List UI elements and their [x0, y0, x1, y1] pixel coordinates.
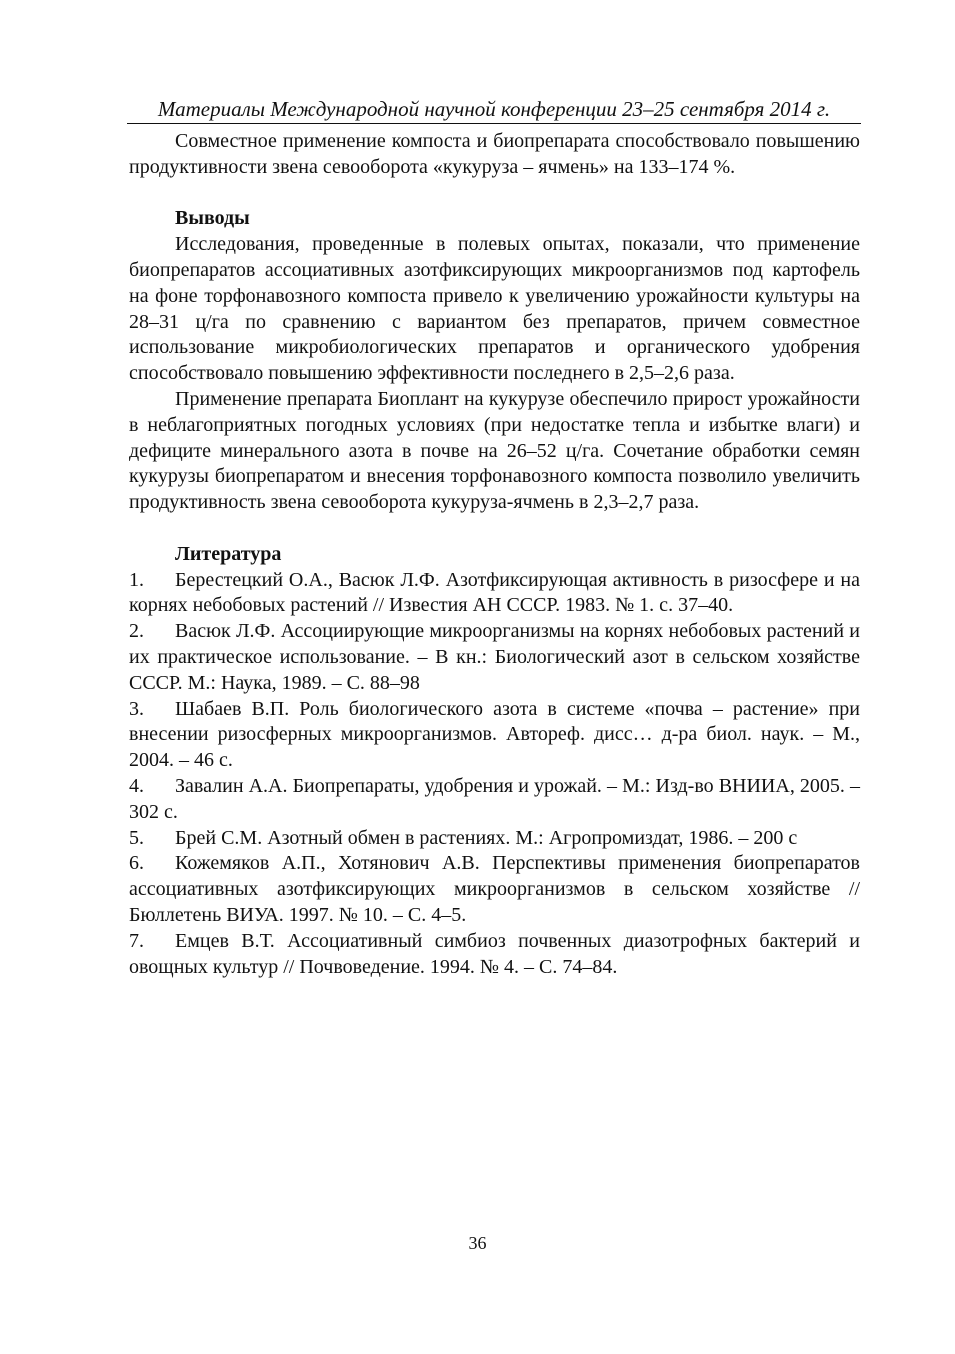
- reference-number: 1.: [129, 568, 144, 591]
- reference-item: [129, 851, 860, 928]
- reference-text: Завалин А.А. Биопрепараты, удобрения и урожай. – М.: Изд-во ВНИИА, 2005. – 302 с.: [129, 774, 860, 823]
- conclusions-paragraph-2: Применение препарата Биоплант на кукурузе обеспечило прирост урожайности в неблагоприятных погодных условиях (при недостатке тепла и избытке влаги) и дефиците минерального азота в почве на 26–52 ц/га. Сочетание обработки семян кукурузы биопрепаратом и внесения торфонавозного компоста позволило увеличить продуктивность звена севооборота кукуруза-ячмень в 2,3–2,7 раза.: [129, 387, 860, 514]
- section-heading-references: Литература: [175, 542, 282, 565]
- reference-item: [129, 826, 860, 852]
- reference-item: [129, 774, 860, 826]
- reference-number: 5.: [129, 826, 144, 849]
- reference-text: Емцев В.Т. Ассоциативный симбиоз почвенных диазотрофных бактерий и овощных культур // Почвоведение. 1994. № 4. – С. 74–84.: [129, 929, 860, 978]
- body-text: [129, 129, 860, 980]
- reference-list: [129, 568, 860, 981]
- running-header: Материалы Международной научной конференции 23–25 сентября 2014 г.: [127, 95, 861, 124]
- reference-number: 4.: [129, 774, 144, 797]
- paragraph-compost-productivity: Совместное применение компоста и биопрепарата способствовало повышению продуктивности звена севооборота «кукуруза – ячмень» на 133–174 %.: [129, 130, 860, 178]
- reference-item: [129, 619, 860, 696]
- reference-text: Брей С.М. Азотный обмен в растениях. М.: Агропромиздат, 1986. – 200 с: [175, 826, 798, 849]
- section-heading-conclusions: Выводы: [175, 207, 250, 230]
- paragraph-gap: [129, 181, 860, 207]
- reference-item: [129, 568, 860, 620]
- reference-item: [129, 929, 860, 981]
- reference-text: Шабаев В.П. Роль биологического азота в системе «почва – растение» при внесении ризосферных микроорганизмов. Автореф. дисс… д-ра биол. наук. – М., 2004. – 46 с.: [129, 697, 860, 772]
- conclusions-paragraph-1: Исследования, проведенные в полевых опытах, показали, что применение биопрепаратов ассоциативных азотфиксирующих микроорганизмов под картофель на фоне торфонавозного компоста привело к увеличению урожайности культуры на 28–31 ц/га по сравнению с вариантом без препаратов, причем совместное использование микробиологических препаратов и органического удобрения способствовало повышению эффективности последнего в 2,5–2,6 раза.: [129, 233, 860, 385]
- reference-text: Кожемяков А.П., Хотянович А.В. Перспективы применения биопрепаратов ассоциативных азотфиксирующих микроорганизмов в сельском хозяйстве // Бюллетень ВИУА. 1997. № 10. – С. 4–5.: [129, 852, 860, 926]
- reference-item: [129, 697, 860, 774]
- reference-number: 3.: [129, 697, 144, 720]
- reference-text: Берестецкий О.А., Васюк Л.Ф. Азотфиксирующая активность в ризосфере и на корнях небобовых растений // Известия АН СССР. 1983. № 1. с. 37–40.: [129, 568, 860, 617]
- reference-text: Васюк Л.Ф. Ассоциирующие микроорганизмы на корнях небобовых растений и их практическое использование. – В кн.: Биологический азот в сельском хозяйстве СССР. М.: Наука, 1989. – С. 88–98: [129, 620, 860, 694]
- page-number: 36: [468, 1233, 487, 1253]
- reference-number: 6.: [129, 852, 144, 875]
- reference-number: 2.: [129, 620, 144, 643]
- paragraph-gap: [129, 516, 860, 542]
- reference-number: 7.: [129, 929, 144, 952]
